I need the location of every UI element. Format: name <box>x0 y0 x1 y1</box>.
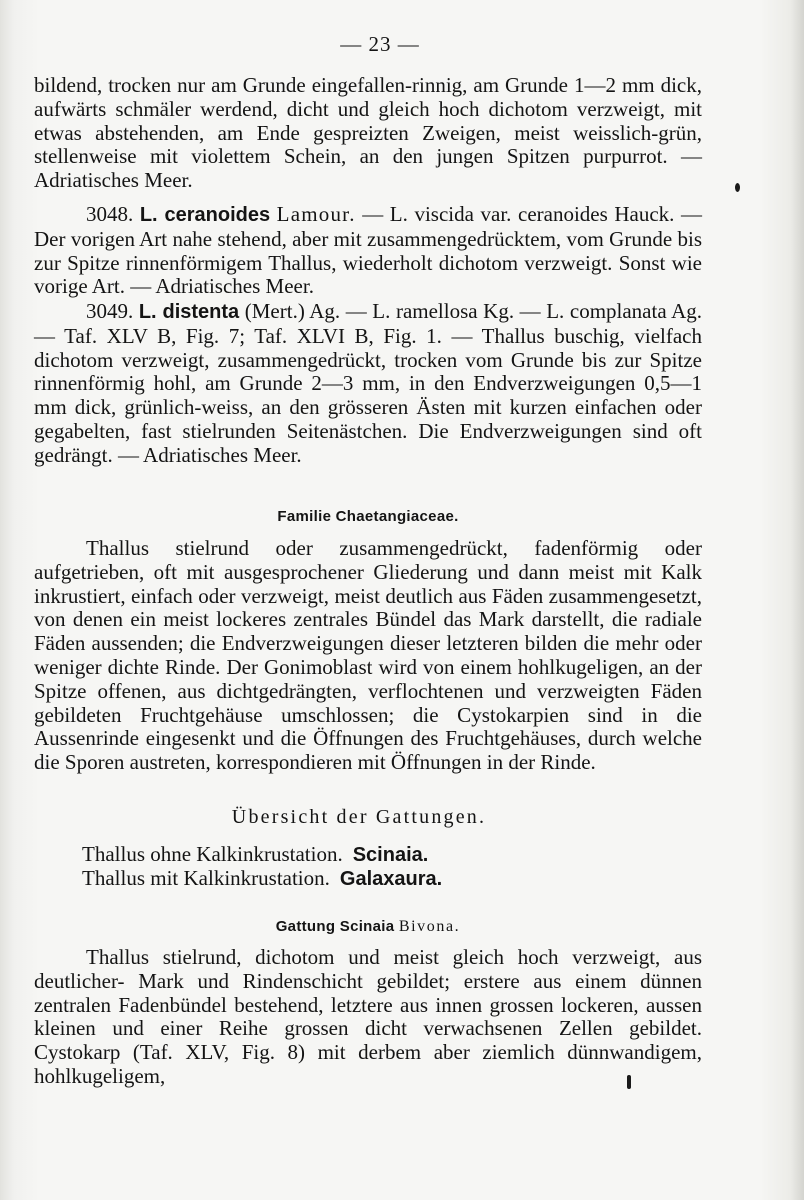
ink-speck <box>735 183 740 192</box>
genus-author: Bivona. <box>398 918 461 935</box>
key-text: Thallus mit Kalkinkrustation. <box>82 866 330 890</box>
paragraph-text: Thallus stielrund oder zusammengedrückt, fadenförmig oder aufgetrieben, oft mit ausgesprochener Gliederung und dann meist mit Kalk inkrustiert, einfach oder verzweigt, meist deutlich aus Fäden zusammengesetzt, von denen ein meist lockeres zentrales Bündel das Mark darstellt, die radiale Fäden aussenden; die Endverzweigungen dieser letzteren bilden die mehr oder weniger dichte Rinde. Der Gonimoblast wird von einem hohlkugeligen, an der Spitze offenen, aus dichtgedrängten, verflochtenen und verzweigten Fäden gebildeten Fruchtgehäuse umschlossen; die Cystokarpien sind in die Aussenrinde eingesenkt und die Öffnungen des Fruchtgehäuses, durch welche die Sporen austreten, korrespondieren mit Öffnungen in der Rinde. <box>34 536 702 775</box>
species-description: — L. viscida var. ceranoides Hauck. — Der vorigen Art nahe stehend, aber mit zusammengedrücktem, vom Grunde bis zur Spitze rinnenförmigem Thallus, wiederholt dichotom verzweigt. Sonst wie vorige Art. — Adriatisches Meer. <box>34 202 702 299</box>
paragraph-text: bildend, trocken nur am Grunde eingefallen-rinnig, am Grunde 1—2 mm dick, aufwärts schmäler werdend, dicht und gleich hoch dichotom verzweigt, mit etwas abstehenden, am Ende gespreizten Zweigen, meist weisslich-grün, stellenweise mit violettem Schein, an den jungen Spitzen purpurrot. — Adriatisches Meer. <box>34 73 702 193</box>
key-line-1 <box>82 842 428 867</box>
species-author: (Mert.) Ag. <box>244 299 341 323</box>
genus-heading <box>0 918 736 936</box>
page-number: — 23 — <box>340 32 420 56</box>
species-number: 3048. <box>86 202 134 226</box>
paragraph-genus-description <box>34 946 702 1089</box>
paragraph-species-3049 <box>34 300 702 468</box>
species-name: L. distenta <box>138 301 240 323</box>
genera-overview-heading: Übersicht der Gattungen. <box>231 806 487 828</box>
paragraph-species-3048 <box>34 203 702 299</box>
genus-title: Gattung Scinaia <box>275 918 395 935</box>
key-genus: Galaxaura. <box>339 868 443 890</box>
key-text: Thallus ohne Kalkinkrustation. <box>82 842 343 866</box>
paragraph-leathesia-continuation <box>34 74 702 193</box>
family-heading: Familie Chaetangiaceae. <box>277 508 459 525</box>
ink-speck <box>627 1075 631 1089</box>
key-genus: Scinaia. <box>352 844 429 866</box>
species-author: Lamour. <box>276 202 356 226</box>
species-name: L. ceranoides <box>139 204 271 226</box>
species-number: 3049. <box>86 299 134 323</box>
paragraph-family-description <box>34 537 702 775</box>
paragraph-text: Thallus stielrund, dichotom und meist gleich hoch verzweigt, aus deutlicher- Mark und Rindenschicht gebildet; erstere aus einem dünnen zentralen Fadenbündel bestehend, letztere aus innen grossen lockeren, aussen kleinen und einer Reihe grossen dicht verwachsenen Zellen gebildet. Cystokarp (Taf. XLV, Fig. 8) mit derbem aber ziemlich dünnwandigem, hohlkugeligem, <box>34 945 702 1088</box>
key-line-2 <box>82 866 442 891</box>
species-description: — L. ramellosa Kg. — L. complanata Ag. — Taf. XLV B, Fig. 7; Taf. XLVI B, Fig. 1. — Thallus buschig, vielfach dichotom verzweigt, zusammengedrückt, trocken vom Grunde bis zur Spitze rinnenförmig hohl, am Grunde 2—3 mm, in den Endverzweigungen 0,5—1 mm dick, grünlich-weiss, an den grösseren Ästen mit kurzen einfachen oder gegabelten, fast stielrunden Seitenästchen. Die Endverzweigungen sind oft gedrängt. — Adriatisches Meer. <box>34 299 702 467</box>
